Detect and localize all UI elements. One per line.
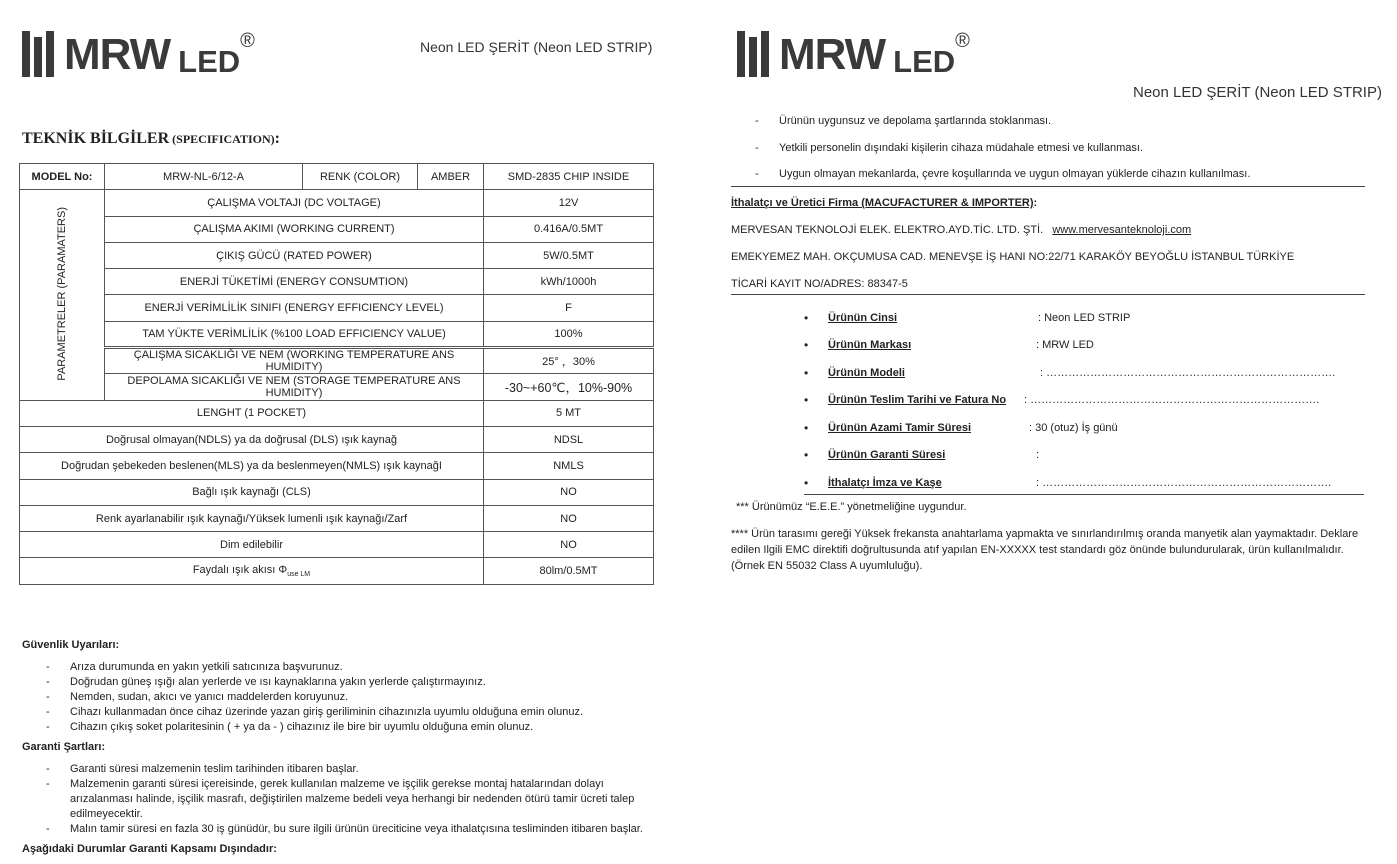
warranty-section [22,741,662,837]
row-value: NDSL [484,426,654,452]
list-item: - Malzemenin garanti süresi içereisinde, gerek kullanılan malzeme ve işçilik gerekse montaj hatalarından dolayı arızalanması halinde, işçilik masrafı, değiştirilen malzeme bedeli veya herhangi bir nedenden ötürü tamir ücreti talep edilmeyecektir. [22,777,662,822]
params-group-cell [20,190,105,400]
row-label: Doğrudan şebekeden beslenen(MLS) ya da beslenmeyen(NMLS) ışık kaynağI [20,453,484,479]
row-value: NO [484,505,654,531]
table-row [20,190,654,216]
list-item [804,332,1364,360]
param-label: TAM YÜKTE VERİMLİLİK (%100 LOAD EFFICIENCY VALUE) [105,321,484,347]
table-row [20,374,654,400]
param-value: 100% [484,321,654,347]
safety-section [22,639,662,735]
brand-reg: ® [955,30,970,52]
table-row [20,348,654,374]
list-item: - Malın tamir süresi en fazla 30 iş günüdür, bu sure ilgili ürünün üreciticine veya ithalatçısına tesliminden itibaren başlar. [22,822,662,837]
brand-name: MRW [779,30,886,79]
website-link[interactable]: www.mervesanteknoloji.com [1052,224,1192,236]
param-label: ENERJİ VERİMLİLİK SINIFI (ENERGY EFFICIENCY LEVEL) [105,295,484,321]
warranty-title: Garanti Şartları: [22,741,106,753]
product-label: Ürünün Modeli [828,366,905,379]
header-title-left: Neon LED ŞERİT (Neon LED STRIP) [420,39,653,55]
table-row [20,426,654,452]
brand-logo-left [22,31,255,77]
list-item: - Doğrudan güneş ışığı alan yerlerde ve ısı kaynaklarına yakın yerlerde çalıştırmayınız. [22,675,662,690]
model-label: MODEL No: [20,164,105,190]
product-value: : Neon LED STRIP [1038,311,1131,324]
param-label: ÇALIŞMA SICAKLIĞI VE NEM (WORKING TEMPERATURE ANS HUMIDITY) [105,348,484,374]
bullet-icon: • [804,475,809,490]
brand-suffix: LED [893,44,956,79]
product-label: Ürünün Garanti Süresi [828,449,946,462]
list-item [804,304,1364,332]
table-row [20,532,654,558]
list-item [804,387,1364,415]
param-label: ÇALIŞMA AKIMI (WORKING CURRENT) [105,216,484,242]
color-label: RENK (COLOR) [303,164,418,190]
product-label: Ürünün Azami Tamir Süresi [828,421,972,434]
list-item: - Uygun olmayan mekanlarda, çevre koşullarında ve uygun olmayan yüklerde cihazın kullanılması. [731,165,1365,187]
row-value: NMLS [484,453,654,479]
product-value: : ……………………………………………………………………. [1036,476,1332,489]
param-value: kWh/1000h [484,269,654,295]
param-label: DEPOLAMA SICAKLIĞI VE NEM (STORAGE TEMPERATURE ANS HUMIDITY) [105,374,484,400]
row-label: Bağlı ışık kaynağı (CLS) [20,479,484,505]
table-row [20,505,654,531]
warranty-list [22,762,662,837]
list-item: - Cihazı kullanmadan önce cihaz üzerinde yazan giriş geriliminin cihazınızla uyumlu olduğuna emin olunuz. [22,705,662,720]
param-value: 0.416A/0.5MT [484,216,654,242]
bullet-icon: • [804,393,809,408]
flux-value: 80lm/0.5MT [484,558,654,584]
table-row [20,321,654,347]
table-row [20,295,654,321]
param-label: ÇALIŞMA VOLTAJI (DC VOLTAGE) [105,190,484,216]
safety-title: Güvenlik Uyarıları: [22,639,120,651]
bullet-icon: • [804,365,809,380]
bullet-icon: • [804,448,809,463]
exclusions-title: Aşağıdaki Durumlar Garanti Kapsamı Dışındadır: [22,843,277,855]
list-item: - Ürünün uygunsuz ve depolama şartlarında stoklanması. [755,112,1365,139]
table-row [20,269,654,295]
table-row [20,164,654,190]
product-label: Ürünün Cinsi [828,311,898,324]
param-value: F [484,295,654,321]
product-info [804,304,1364,495]
brand-logo-right [737,31,970,77]
row-label: LENGHT (1 POCKET) [20,400,484,426]
table-row [20,479,654,505]
list-item: - Arıza durumunda en yakın yetkili satıcınıza başvurunuz. [22,660,662,675]
list-item [804,442,1364,470]
product-label: İthalatçı İmza ve Kaşe [828,476,942,489]
list-item: - Yetkili personelin dışındaki kişilerin cihaza müdahale etmesi ve kullanması. [755,139,1365,166]
param-label: ENERJİ TÜKETİMİ (ENERGY CONSUMTION) [105,269,484,295]
product-value: : 30 (otuz) İş günü [1029,421,1118,434]
row-label: Renk ayarlanabilir ışık kaynağı/Yüksek lumenli ışık kaynağı/Zarf [20,505,484,531]
header-title-right: Neon LED ŞERİT (Neon LED STRIP) [1133,84,1382,101]
table-row [20,242,654,268]
param-value: -30~+60℃，10%-90% [484,374,654,400]
param-value: 5W/0.5MT [484,242,654,268]
color-value: AMBER [418,164,484,190]
flux-label: Faydalı ışık akısı $\Phi_{use LM}$ [20,558,484,584]
safety-list [22,660,662,735]
param-value: 25° ，30% [484,348,654,374]
brand-suffix: LED [178,44,241,79]
product-value: : ……………………………………………………………………. [1024,394,1320,407]
product-value: : MRW LED [1036,339,1094,352]
table-row [20,558,654,584]
list-item [804,359,1364,387]
logo-bars-icon [22,31,54,77]
list-item [804,471,1364,495]
table-row [20,216,654,242]
table-row [20,400,654,426]
importer-address: EMEKYEMEZ MAH. OKÇUMUSA CAD. MENEVŞE İŞ HANI NO:22/71 KARAKÖY BEYOĞLU İSTANBUL TÜRKİYE [731,251,1295,263]
table-row [20,453,654,479]
row-label: Doğrusal olmayan(NDLS) ya da doğrusal (DLS) ışık kaynağ [20,426,484,452]
bullet-icon: • [804,338,809,353]
list-item [804,414,1364,442]
importer-registry: TİCARİ KAYIT NO/ADRES: 88347-5 [731,278,908,290]
row-value: 5 MT [484,400,654,426]
list-item: - Nemden, sudan, akıcı ve yanıcı maddelerden koruyunuz. [22,690,662,705]
bullet-icon: • [804,420,809,435]
row-label: Dim edilebilir [20,532,484,558]
product-label: Ürünün Teslim Tarihi ve Fatura No [828,394,1007,407]
spec-table [19,163,654,585]
brand-name: MRW [64,30,171,79]
product-label: Ürünün Markası [828,339,912,352]
model-value: MRW-NL-6/12-A [105,164,303,190]
exclusions-list [755,112,1365,187]
param-label: ÇIKIŞ GÜCÜ (RATED POWER) [105,242,484,268]
logo-bars-icon [737,31,769,77]
row-value: NO [484,532,654,558]
eee-note: *** Ürünümüz “E.E.E.” yönetmeliğine uygundur. [736,501,967,513]
importer-title: İthalatçı ve Üretici Firma (MACUFACTURER & IMPORTER): [731,197,1038,209]
importer-company: MERVESAN TEKNOLOJİ ELEK. ELEKTRO.AYD.TİC. LTD. ŞTİ. www.mervesanteknoloji.com [731,224,1192,236]
list-item: - Garanti süresi malzemenin teslim tarihinden itibaren başlar. [22,762,662,777]
params-label: PARAMETRELER (PARAMATERS) [56,206,68,381]
emc-note: **** Ürün tarasımı gereği Yüksek frekansta anahtarlama yapmakta ve sınırlandırılmış oranda manyetik alan yaymaktadır. Deklare edilen Ilgili EMC direktifi doğrultusunda atıf yapılan EN-XXXXX test standardı göz önünde bulundurularak, ürün kullanılmalıdır. (Örnek EN 55032 Class A uyumluluğu). [731,528,1359,572]
spec-title: TEKNİK BİLGİLER (SPECIFICATION): [22,130,280,147]
row-value: NO [484,479,654,505]
brand-reg: ® [240,30,255,52]
param-value: 12V [484,190,654,216]
chip-value: SMD-2835 CHIP INSIDE [484,164,654,190]
list-item: - Cihazın çıkış soket polaritesinin ( + ya da - ) cihazınız ile bire bir uyumlu olduğuna emin olunuz. [22,720,662,735]
product-value: : [1036,449,1040,462]
product-value: : ……………………………………………………………………. [1040,366,1336,379]
bullet-icon: • [804,310,809,325]
divider [731,294,1365,295]
